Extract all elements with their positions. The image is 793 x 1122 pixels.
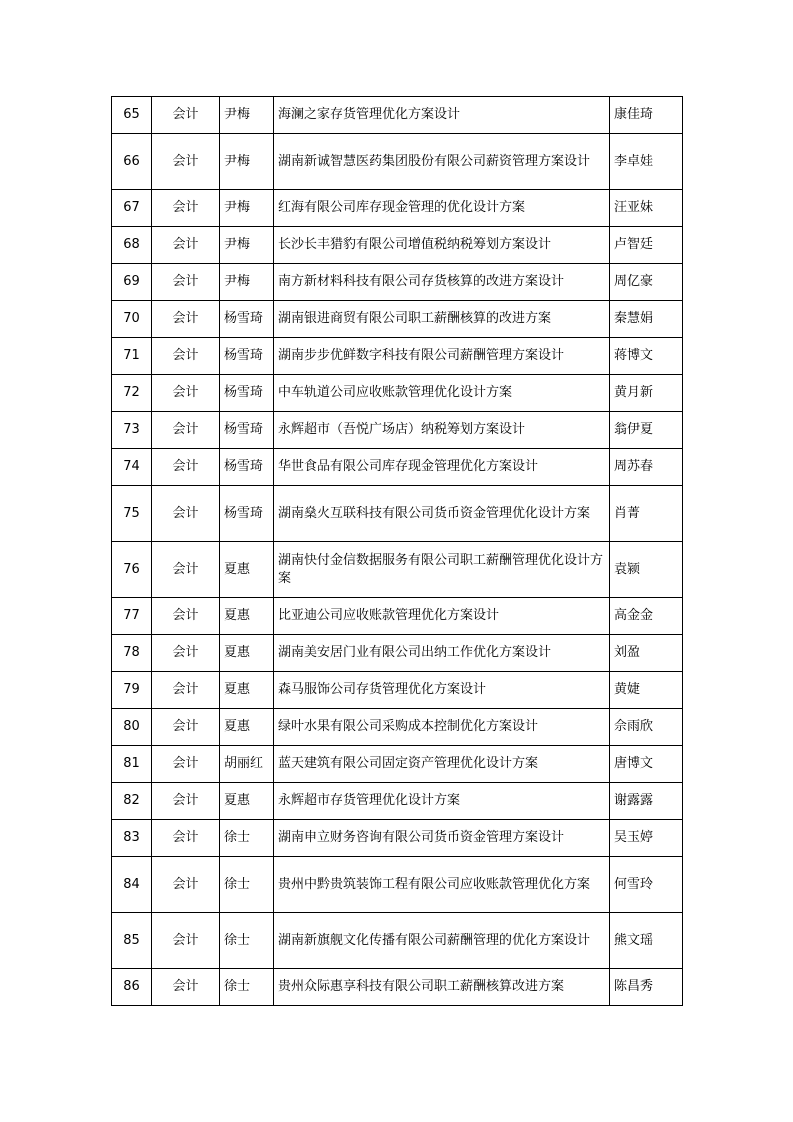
major-cell: 会计 bbox=[152, 542, 220, 598]
student-cell: 翁伊夏 bbox=[610, 412, 683, 449]
table-row bbox=[112, 857, 683, 913]
row-number: 75 bbox=[112, 486, 152, 542]
row-number: 74 bbox=[112, 449, 152, 486]
row-number: 80 bbox=[112, 709, 152, 746]
teacher-cell: 尹梅 bbox=[220, 97, 274, 134]
student-cell: 刘盈 bbox=[610, 635, 683, 672]
row-number: 79 bbox=[112, 672, 152, 709]
row-number: 68 bbox=[112, 227, 152, 264]
major-cell: 会计 bbox=[152, 783, 220, 820]
student-cell: 秦慧娟 bbox=[610, 301, 683, 338]
major-cell: 会计 bbox=[152, 672, 220, 709]
student-cell: 周苏春 bbox=[610, 449, 683, 486]
table-row bbox=[112, 301, 683, 338]
student-cell: 唐博文 bbox=[610, 746, 683, 783]
teacher-cell: 徐士 bbox=[220, 913, 274, 969]
teacher-cell: 夏惠 bbox=[220, 709, 274, 746]
teacher-cell: 杨雪琦 bbox=[220, 375, 274, 412]
student-cell: 陈昌秀 bbox=[610, 969, 683, 1006]
student-cell: 吴玉婷 bbox=[610, 820, 683, 857]
table-row bbox=[112, 264, 683, 301]
student-cell: 康佳琦 bbox=[610, 97, 683, 134]
row-number: 70 bbox=[112, 301, 152, 338]
major-cell: 会计 bbox=[152, 190, 220, 227]
table-row bbox=[112, 746, 683, 783]
row-number: 67 bbox=[112, 190, 152, 227]
student-cell: 蒋博文 bbox=[610, 338, 683, 375]
row-number: 78 bbox=[112, 635, 152, 672]
major-cell: 会计 bbox=[152, 449, 220, 486]
table-row bbox=[112, 598, 683, 635]
teacher-cell: 夏惠 bbox=[220, 635, 274, 672]
title-cell: 南方新材料科技有限公司存货核算的改进方案设计 bbox=[274, 264, 610, 301]
major-cell: 会计 bbox=[152, 97, 220, 134]
title-cell: 永辉超市（吾悦广场店）纳税筹划方案设计 bbox=[274, 412, 610, 449]
teacher-cell: 尹梅 bbox=[220, 190, 274, 227]
teacher-cell: 杨雪琦 bbox=[220, 338, 274, 375]
major-cell: 会计 bbox=[152, 134, 220, 190]
teacher-cell: 杨雪琦 bbox=[220, 301, 274, 338]
major-cell: 会计 bbox=[152, 338, 220, 375]
row-number: 76 bbox=[112, 542, 152, 598]
student-cell: 周亿豪 bbox=[610, 264, 683, 301]
student-cell: 谢露露 bbox=[610, 783, 683, 820]
major-cell: 会计 bbox=[152, 857, 220, 913]
student-cell: 熊文瑶 bbox=[610, 913, 683, 969]
table-row bbox=[112, 542, 683, 598]
row-number: 86 bbox=[112, 969, 152, 1006]
title-cell: 贵州众际惠享科技有限公司职工薪酬核算改进方案 bbox=[274, 969, 610, 1006]
row-number: 72 bbox=[112, 375, 152, 412]
table-row bbox=[112, 783, 683, 820]
row-number: 83 bbox=[112, 820, 152, 857]
student-cell: 高金金 bbox=[610, 598, 683, 635]
major-cell: 会计 bbox=[152, 913, 220, 969]
teacher-cell: 尹梅 bbox=[220, 227, 274, 264]
title-cell: 比亚迪公司应收账款管理优化方案设计 bbox=[274, 598, 610, 635]
teacher-cell: 尹梅 bbox=[220, 134, 274, 190]
teacher-cell: 夏惠 bbox=[220, 598, 274, 635]
table-row bbox=[112, 375, 683, 412]
student-cell: 佘雨欣 bbox=[610, 709, 683, 746]
title-cell: 海澜之家存货管理优化方案设计 bbox=[274, 97, 610, 134]
row-number: 66 bbox=[112, 134, 152, 190]
table-row bbox=[112, 969, 683, 1006]
title-cell: 华世食品有限公司库存现金管理优化方案设计 bbox=[274, 449, 610, 486]
title-cell: 蓝天建筑有限公司固定资产管理优化设计方案 bbox=[274, 746, 610, 783]
table-row bbox=[112, 338, 683, 375]
major-cell: 会计 bbox=[152, 227, 220, 264]
table-row bbox=[112, 97, 683, 134]
teacher-cell: 杨雪琦 bbox=[220, 412, 274, 449]
title-cell: 湖南美安居门业有限公司出纳工作优化方案设计 bbox=[274, 635, 610, 672]
table-row bbox=[112, 134, 683, 190]
table-row bbox=[112, 820, 683, 857]
title-cell: 湖南新旗舰文化传播有限公司薪酬管理的优化方案设计 bbox=[274, 913, 610, 969]
title-cell: 湖南燊火互联科技有限公司货币资金管理优化设计方案 bbox=[274, 486, 610, 542]
teacher-cell: 徐士 bbox=[220, 969, 274, 1006]
table-row bbox=[112, 449, 683, 486]
table-row bbox=[112, 709, 683, 746]
title-cell: 长沙长丰猎豹有限公司增值税纳税筹划方案设计 bbox=[274, 227, 610, 264]
major-cell: 会计 bbox=[152, 598, 220, 635]
major-cell: 会计 bbox=[152, 820, 220, 857]
title-cell: 森马服饰公司存货管理优化方案设计 bbox=[274, 672, 610, 709]
table-row bbox=[112, 486, 683, 542]
major-cell: 会计 bbox=[152, 375, 220, 412]
teacher-cell: 夏惠 bbox=[220, 783, 274, 820]
student-cell: 汪亚妹 bbox=[610, 190, 683, 227]
table-row bbox=[112, 412, 683, 449]
table-row bbox=[112, 913, 683, 969]
title-cell: 湖南银进商贸有限公司职工薪酬核算的改进方案 bbox=[274, 301, 610, 338]
teacher-cell: 杨雪琦 bbox=[220, 449, 274, 486]
major-cell: 会计 bbox=[152, 709, 220, 746]
title-cell: 永辉超市存货管理优化设计方案 bbox=[274, 783, 610, 820]
title-cell: 贵州中黔贵筑装饰工程有限公司应收账款管理优化方案 bbox=[274, 857, 610, 913]
table-row bbox=[112, 190, 683, 227]
table-row bbox=[112, 672, 683, 709]
student-cell: 肖菁 bbox=[610, 486, 683, 542]
thesis-topic-table bbox=[111, 96, 683, 1006]
major-cell: 会计 bbox=[152, 264, 220, 301]
row-number: 85 bbox=[112, 913, 152, 969]
row-number: 65 bbox=[112, 97, 152, 134]
title-cell: 湖南步步优鲜数字科技有限公司薪酬管理方案设计 bbox=[274, 338, 610, 375]
row-number: 84 bbox=[112, 857, 152, 913]
teacher-cell: 杨雪琦 bbox=[220, 486, 274, 542]
teacher-cell: 徐士 bbox=[220, 857, 274, 913]
major-cell: 会计 bbox=[152, 412, 220, 449]
row-number: 81 bbox=[112, 746, 152, 783]
teacher-cell: 胡丽红 bbox=[220, 746, 274, 783]
row-number: 82 bbox=[112, 783, 152, 820]
row-number: 71 bbox=[112, 338, 152, 375]
student-cell: 李卓娃 bbox=[610, 134, 683, 190]
teacher-cell: 夏惠 bbox=[220, 542, 274, 598]
teacher-cell: 尹梅 bbox=[220, 264, 274, 301]
major-cell: 会计 bbox=[152, 486, 220, 542]
row-number: 77 bbox=[112, 598, 152, 635]
student-cell: 黄婕 bbox=[610, 672, 683, 709]
title-cell: 红海有限公司库存现金管理的优化设计方案 bbox=[274, 190, 610, 227]
major-cell: 会计 bbox=[152, 969, 220, 1006]
row-number: 69 bbox=[112, 264, 152, 301]
student-cell: 何雪玲 bbox=[610, 857, 683, 913]
major-cell: 会计 bbox=[152, 635, 220, 672]
table-row bbox=[112, 227, 683, 264]
title-cell: 湖南新诚智慧医药集团股份有限公司薪资管理方案设计 bbox=[274, 134, 610, 190]
major-cell: 会计 bbox=[152, 301, 220, 338]
table-row bbox=[112, 635, 683, 672]
title-cell: 绿叶水果有限公司采购成本控制优化方案设计 bbox=[274, 709, 610, 746]
major-cell: 会计 bbox=[152, 746, 220, 783]
teacher-cell: 徐士 bbox=[220, 820, 274, 857]
teacher-cell: 夏惠 bbox=[220, 672, 274, 709]
title-cell: 湖南申立财务咨询有限公司货币资金管理方案设计 bbox=[274, 820, 610, 857]
title-cell: 湖南快付金信数据服务有限公司职工薪酬管理优化设计方案 bbox=[274, 542, 610, 598]
student-cell: 黄月新 bbox=[610, 375, 683, 412]
title-cell: 中车轨道公司应收账款管理优化设计方案 bbox=[274, 375, 610, 412]
row-number: 73 bbox=[112, 412, 152, 449]
student-cell: 卢智廷 bbox=[610, 227, 683, 264]
student-cell: 袁颍 bbox=[610, 542, 683, 598]
